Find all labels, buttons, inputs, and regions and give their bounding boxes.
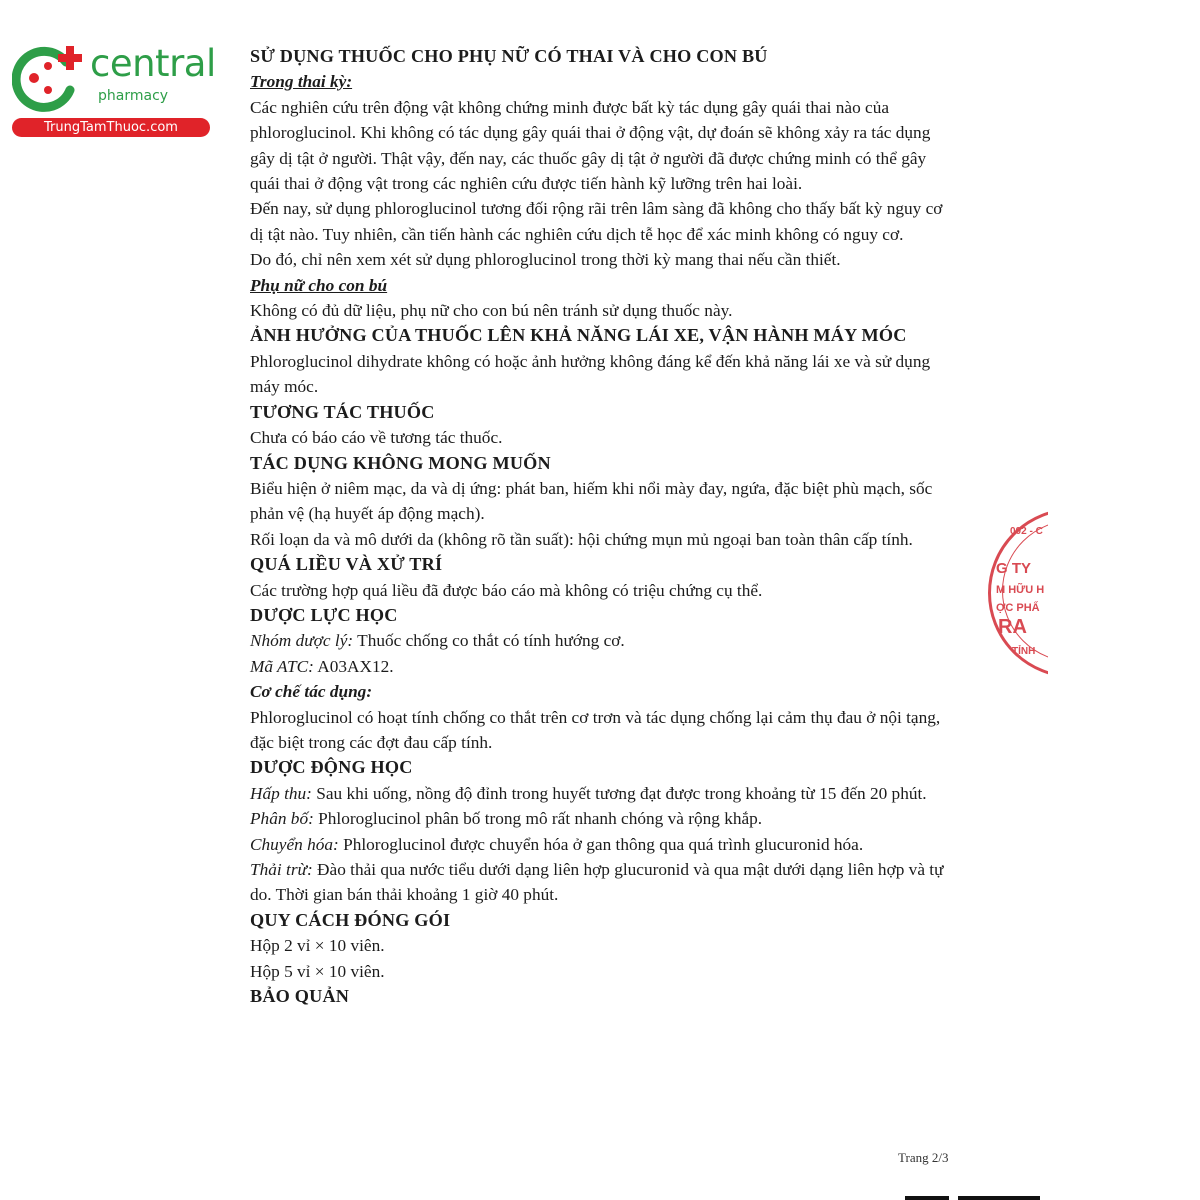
label-pharmacologic-group: Nhóm dược lý: — [250, 631, 354, 651]
brand-logo[interactable] — [12, 36, 216, 140]
pharmacy-cross-logo-icon — [12, 40, 88, 114]
paragraph: Phloroglucinol dihydrate không có hoặc ảnh hưởng không đáng kể đến khả năng lái xe và sử dụng máy móc. — [250, 351, 931, 397]
stamp-text: G TY — [996, 560, 1032, 577]
brand-subtitle: pharmacy — [98, 88, 169, 104]
paragraph: Biểu hiện ở niêm mạc, da và dị ứng: phát ban, hiếm khi nổi mày đay, ngứa, đặc biệt phù mạch, sốc phản vệ (hạ huyết áp động mạch). — [250, 478, 933, 524]
stamp-text: TỈNH — [1012, 646, 1036, 657]
document-body — [250, 44, 958, 1009]
value-distribution: Phloroglucinol phân bố trong mô rất nhanh chóng và rộng khắp. — [313, 809, 763, 829]
value-elimination: Đào thải qua nước tiểu dưới dạng liên hợp glucuronid và qua mật dưới dạng liên hợp và tự do. Thời gian bán thải khoảng 1 giờ 40 phút. — [250, 860, 944, 905]
bottom-edge-mark — [905, 1196, 949, 1200]
value-atc-code: A03AX12. — [313, 656, 394, 676]
paragraph: Không có đủ dữ liệu, phụ nữ cho con bú nên tránh sử dụng thuốc này. — [250, 301, 733, 321]
brand-name: central — [90, 42, 216, 85]
paragraph: Chưa có báo cáo về tương tác thuốc. — [250, 428, 503, 448]
subheading-breastfeeding: Phụ nữ cho con bú — [250, 275, 388, 295]
paragraph — [250, 806, 958, 831]
subheading-mechanism: Cơ chế tác dụng: — [250, 682, 373, 702]
paragraph: Hộp 5 vỉ × 10 viên. — [250, 961, 385, 981]
label-distribution: Phân bố: — [250, 809, 314, 829]
label-atc-code: Mã ATC: — [250, 656, 314, 676]
section-heading-storage: BẢO QUẢN — [250, 986, 350, 1007]
section-heading-packaging: QUY CÁCH ĐÓNG GÓI — [250, 909, 451, 930]
paragraph: Hộp 2 vỉ × 10 viên. — [250, 936, 385, 956]
section-heading-pregnancy: SỬ DỤNG THUỐC CHO PHỤ NỮ CÓ THAI VÀ CHO CON BÚ — [250, 46, 768, 66]
paragraph: Rối loạn da và mô dưới da (không rõ tần suất): hội chứng mụn mủ ngoại ban toàn thân cấp tính. — [250, 529, 913, 549]
section-heading-driving: ẢNH HƯỞNG CỦA THUỐC LÊN KHẢ NĂNG LÁI XE, VẬN HÀNH MÁY MÓC — [250, 325, 907, 346]
paragraph — [250, 832, 958, 857]
paragraph: Đến nay, sử dụng phloroglucinol tương đối rộng rãi trên lâm sàng đã không cho thấy bất kỳ nguy cơ dị tật nào. Tuy nhiên, cần tiến hành các nghiên cứu dịch tễ học để xác minh không có nguy cơ. — [250, 199, 943, 244]
section-heading-pharmacokinetics: DƯỢC ĐỘNG HỌC — [250, 757, 413, 778]
value-absorption: Sau khi uống, nồng độ đỉnh trong huyết tương đạt được trong khoảng từ 15 đến 20 phút. — [311, 783, 927, 803]
label-metabolism: Chuyển hóa: — [250, 834, 339, 854]
paragraph: Các trường hợp quá liều đã được báo cáo mà không có triệu chứng cụ thể. — [250, 580, 763, 600]
stamp-text: 002 - C — [1010, 526, 1043, 537]
value-pharmacologic-group: Thuốc chống co thắt có tính hướng cơ. — [353, 631, 625, 651]
paragraph — [250, 857, 958, 908]
stamp-text: ỢC PHẨ — [996, 602, 1040, 614]
stamp-text: M HỮU H — [996, 584, 1045, 596]
section-heading-pharmacodynamics: DƯỢC LỰC HỌC — [250, 604, 398, 625]
company-stamp — [988, 508, 1048, 678]
value-metabolism: Phloroglucinol được chuyển hóa ở gan thông qua quá trình glucuronid hóa. — [338, 834, 864, 854]
stamp-text: RA — [998, 616, 1027, 638]
subheading-pregnancy: Trong thai kỳ: — [250, 72, 353, 92]
label-absorption: Hấp thu: — [250, 783, 312, 803]
page-number: Trang 2/3 — [898, 1150, 949, 1165]
paragraph — [250, 628, 958, 653]
bottom-edge-mark — [958, 1196, 1040, 1200]
section-heading-interactions: TƯƠNG TÁC THUỐC — [250, 401, 435, 422]
section-heading-side-effects: TÁC DỤNG KHÔNG MONG MUỐN — [250, 452, 551, 473]
paragraph: Phloroglucinol có hoạt tính chống co thắt trên cơ trơn và tác dụng chống lại cảm thụ đau ở nội tạng, đặc biệt trong các đợt đau cấp tính. — [250, 707, 941, 752]
section-heading-overdose: QUÁ LIỀU VÀ XỬ TRÍ — [250, 554, 443, 575]
paragraph: Các nghiên cứu trên động vật không chứng minh được bất kỳ tác dụng gây quái thai nào của phloroglucinol. Khi không có tác dụng gây quái thai ở động vật, dự đoán sẽ không xảy ra tác dụng gây dị tật ở người. Thật vậy, đến nay, các thuốc gây dị tật ở người đã được chứng minh có thể gây quái thai ở động vật trong các nghiên cứu được tiến hành kỹ lưỡng trên hai loài. — [250, 97, 931, 194]
paragraph: Do đó, chỉ nên xem xét sử dụng phloroglucinol trong thời kỳ mang thai nếu cần thiết. — [250, 250, 841, 270]
paragraph — [250, 654, 958, 679]
paragraph — [250, 781, 958, 806]
brand-website-badge[interactable]: TrungTamThuoc.com — [12, 118, 210, 137]
label-elimination: Thải trừ: — [250, 860, 313, 879]
